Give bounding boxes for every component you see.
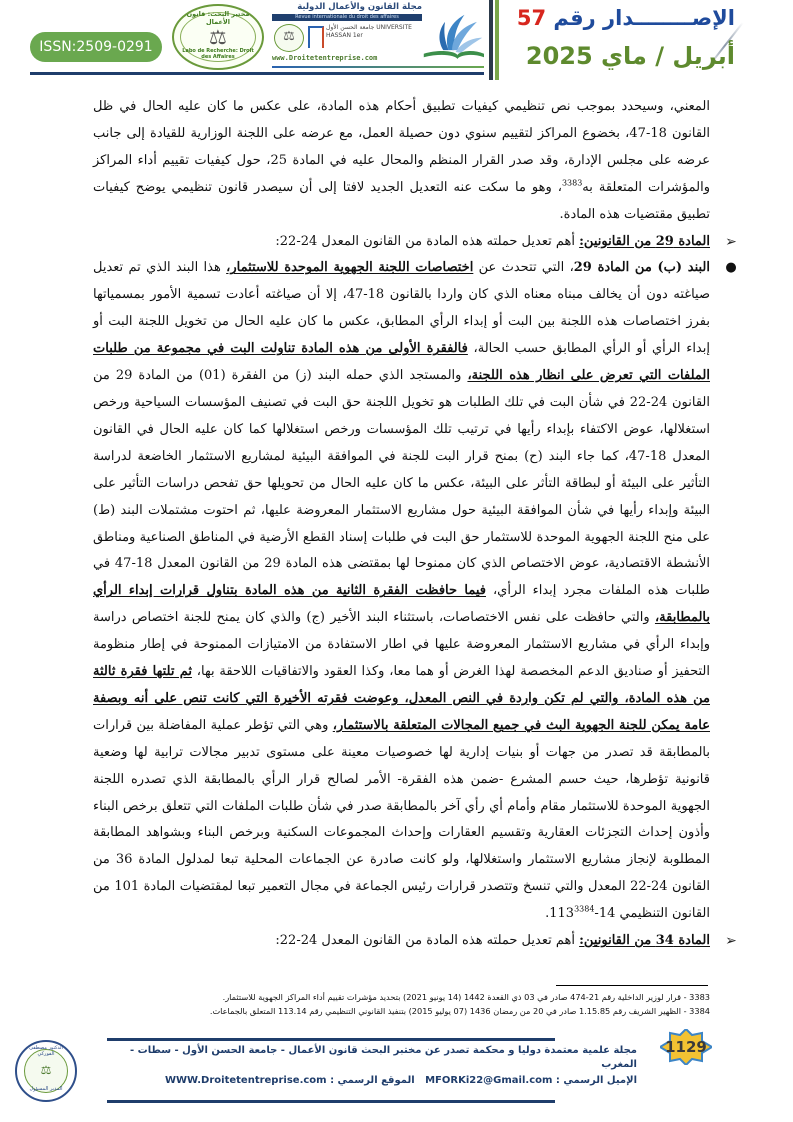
journal-logo	[272, 2, 484, 74]
header-divider-green	[495, 0, 499, 80]
emphasis-1: اختصاصات اللجنة الجهوية الموحدة للاستثمار،	[226, 260, 474, 276]
journal-logo-subtitle: Revue internationale du droit des affaires	[272, 14, 422, 21]
article-29-text: أهم تعديل حملته هذه المادة من القانون المعدل 24-22:	[275, 233, 580, 249]
bullet-dot-icon: ●	[725, 260, 737, 276]
article-29-item	[93, 229, 737, 256]
footer-journal-description: مجلة علمية معتمدة دوليا و محكمة تصدر عن مختبر البحث قانون الأعمال - جامعة الحسن الأول - سطات - المغرب	[130, 1045, 637, 1070]
bullet-item-b: ● البند (ب) من المادة 29، التي تتحدث عن اختصاصات اللجنة الجهوية الموحدة للاستثمار، هذا البند الذي تم تعديل صياغته دون أن يخالف مبناه معناه الذي كان واردا بالقانون 18-47، إلا أن صياغته أعادت تسمية الأمور بمسمياتها بفرز اختصاصات هذه اللجنة بين البت أو إبداء الرأي المطابق، عكس ما كان عليه الحال من تخويل اللجنة البت أو إبداء الرأي أو الرأي المطابق حسب الحالة، فالفقرة الأولى من هذه المادة تناولت البت في مجموعة من طلبات الملفات التي تعرض على انظار هذه اللجنة، والمستجد الذي حمله البند (ز) من الفقرة (01) من المادة 29 من القانون 24-22 في شأن البت في تلك الطلبات هو تخويل اللجنة حق البت في تصنيف المؤسسات السياحية ورخص استغلالها، عوض الاكتفاء بإبداء رأيها في ترتيب تلك المؤسسات ورخص استغلالها كما كان عليه الحال في القانون المعدل 18-47، كما جاء البند (ح) بمنح قرار البت للجنة في الموافقة البيئية لمشاريع الاستثمار الخاضعة لدراسة التأثير على البيئة أو لبطاقة التأثر على البيئة، عكس ما كان عليه الحال من تحويلها حق تفحص دراسات التأثير على البيئة وإبداء رأيها في شأن الموافقة البيئية حول مشاريع الاستثمار المعروضة عليها، ثم احتوت مشتملات البند (ط) على منح اللجنة الجهوية الموحدة للاستثمار حق البت في طلبات إسناد القطع الأرضية في المناطق الصناعية ومناطق الأنشطة الاقتصادية، عوض الاختصاص الذي كان ممنوحا لها بمقتضى هذه المادة 29 من القانون المعدل 18-47 في طلبات هذه الملفات مجرد إبداء الرأي، فيما حافظت الفقرة الثانية من هذه المادة بتناول قرارات إبداء الرأي بالمطابقة، والتي حافظت على نفس الاختصاصات، باستثناء البند الأخير (ج) والذي كان يمنح للجنة اختصاص دراسة وإبداء الرأي في مشاريع الاستثمار المعروضة عليها في اطار الاستفادة من الامتيازات الممنوحة في إطار منظومة التحفيز أو صناديق الدعم المخصصة لهذا الغرض أو هما معا، وكذا العقود والاتفاقيات اللاحقة بها، ثم تلتها فقرة ثالثة من هذه المادة، والتي لم تكن واردة في النص المعدل، وعوضت فقرته الأخيرة التي كانت تنص على أنه وبصفة عامة يمكن للجنة الجهوية البث في جميع المجالات المتعلقة بالاستثمار، وهي التي تؤطر عملية المفاضلة بين قرارات بالمطابقة قد تصدر من جهات أو بنيات إدارية لها خصوصيات معينة على مستوى تدبير مجالات ترابية لها وضعية قانونية تؤطرها، حيث حسم المشرع -ضمن هذه الفقرة- الأمر لصالح قرار الرأي بالمطابقة الذي تصدره اللجنة الجهوية الموحدة للاستثمار مقام وأمام أي رأي آخر بالمطابقة صدر في شأن طلبات الملفات التي تتعلق برخص البناء وأذون إحداث التجزئات العقارية وتقسيم العقارات وإحداث المجموعات السكنية وبرخص البناء وبشواهد المطابقة المطلوبة لإنجاز مشاريع الاستثمار واستغلالها، ولو كانت صادرة عن الجماعات المحلية تبعا لمدلول المادة 36 من القانون 24-22 المعدل والتي تنسخ وتتصدر قرارات رئيس الجماعة في مجال التعمير تبعا لمقتضيات المادة 101 من القانون التنظيمي $14-113^{3384}$.	[93, 255, 710, 928]
issn-badge: ISSN:2509-0291	[30, 32, 162, 62]
bullet-lead: البند (ب) من المادة 29	[573, 260, 710, 276]
scales-of-justice-icon: ⚖	[209, 25, 227, 49]
arrow-bullet-icon: ➢	[725, 233, 737, 250]
footnote-ref-3384[interactable]: 3384	[574, 904, 595, 914]
footer-rule-bottom	[107, 1100, 555, 1103]
article-29-heading: المادة 29 من القانونين:	[579, 233, 710, 249]
footnote-3383: 3383 - قرار لوزير الداخلية رقم 21-474 صادر في 03 ذي القعدة 1442 (14 يونيو 2021) بتحديد مؤشرات تقييم أداء المراكز الجهوية للاستثمار.	[222, 992, 710, 1002]
footnotes	[110, 990, 710, 1018]
footer-contact-line	[107, 1074, 637, 1088]
page-number: 1129	[665, 1038, 707, 1056]
site-label: الموقع الرسمي :	[330, 1075, 415, 1086]
header-gradient-rule	[272, 66, 484, 68]
seal-arc-bottom-text: Labo de Recherche: Droit des Affaires	[182, 48, 254, 60]
footnote-ref-3383[interactable]: 3383	[561, 178, 583, 188]
email-label: الإميل الرسمي :	[555, 1075, 637, 1086]
seal-top-text: الدكتور مصطفى الفوركي	[29, 1045, 63, 1057]
emphasis-2: فالفقرة الأولى من هذه المادة تناولت البت في مجموعة من طلبات الملفات التي تعرض على انظار هذه اللجنة،	[93, 341, 710, 384]
university-name: جامعة الحسن الأول UNIVERSITE HASSAN 1er	[326, 24, 412, 39]
issue-line	[505, 4, 735, 32]
footnote-separator	[556, 985, 708, 986]
seal-arc-top-text: مختبر البحث: قانون الأعمال	[186, 10, 250, 26]
seal-emblem-icon: ⚖	[40, 1063, 52, 1077]
issue-number: 57	[516, 6, 547, 30]
research-lab-logo	[172, 4, 264, 70]
footnote-3384: 3384 - الظهير الشريف رقم 1.15.85 صادر في 20 من رمضان 1436 (07 يوليو 2015) بتنفيذ القانوني التنظيمي رقم 113.14 المتعلق بالجماعات.	[209, 1006, 710, 1016]
email-link[interactable]: MFORKi22@Gmail.com	[425, 1075, 553, 1086]
page-header	[0, 0, 793, 86]
university-tower-icon	[308, 26, 324, 48]
seal-bottom-text: المدير المسؤول	[29, 1086, 63, 1092]
website-link[interactable]: WWW.Droitetentreprise.com	[164, 1075, 327, 1086]
open-book-icon	[422, 8, 484, 64]
emphasis-3: فيما حافظت الفقرة الثانية من هذه المادة بتناول قرارات إبداء الرأي بالمطابقة،	[93, 583, 710, 626]
paragraph-continuation: المعني، وسيحدد بموجب نص تنظيمي كيفيات تطبيق أحكام هذه المادة، على عكس ما كان عليه الحال في ظل القانون 18-47، بخضوع المراكز لتقييم سنوي دون حصيلة العمل، مع عرضه على اللجنة الوزارية للقيادة إلى جانب عرضه على مجلس الإدارة، وقد صدر القرار المنظم والمحال عليه في المادة 25، حول كيفيات تقييم أداء المراكز والمؤشرات المتعلقة به$^{3383}$، وهو ما سكت عنه التعديل الجديد لافتا إلى أن سيصدر قانون تنظيمي يوضح كيفيات تطبيق مقتضيات هذه المادة.	[93, 99, 711, 222]
article-34-item	[93, 928, 737, 955]
journal-logo-website: www.Droitetentreprise.com	[272, 54, 378, 62]
director-seal	[15, 1040, 77, 1102]
footer-rule-top	[107, 1038, 555, 1041]
issue-date: أبريل / ماي 2025	[525, 42, 735, 70]
arrow-bullet-icon: ➢	[725, 933, 737, 950]
emphasis-4: ثم تلتها فقرة ثالثة من هذه المادة، والتي لم تكن واردة في النص المعدل، وعوضت فقرته الأخيرة التي كانت تنص على أنه وبصفة عامة يمكن للجنة الجهوية البث في جميع المجالات المتعلقة بالاستثمار،	[93, 664, 710, 733]
issue-label: الإصــــــــدار رقم	[553, 6, 735, 30]
header-divider-dark	[489, 0, 493, 80]
article-34-text: أهم تعديل حملته هذه المادة من القانون المعدل 24-22:	[275, 933, 580, 949]
page-number-badge	[660, 1029, 712, 1065]
mini-scales-icon: ⚖	[274, 24, 304, 52]
article-body	[93, 94, 737, 955]
journal-logo-title: مجلة القانون والأعمال الدولية	[297, 2, 422, 12]
article-34-heading: المادة 34 من القانونين:	[579, 933, 710, 949]
header-rule	[30, 72, 484, 75]
